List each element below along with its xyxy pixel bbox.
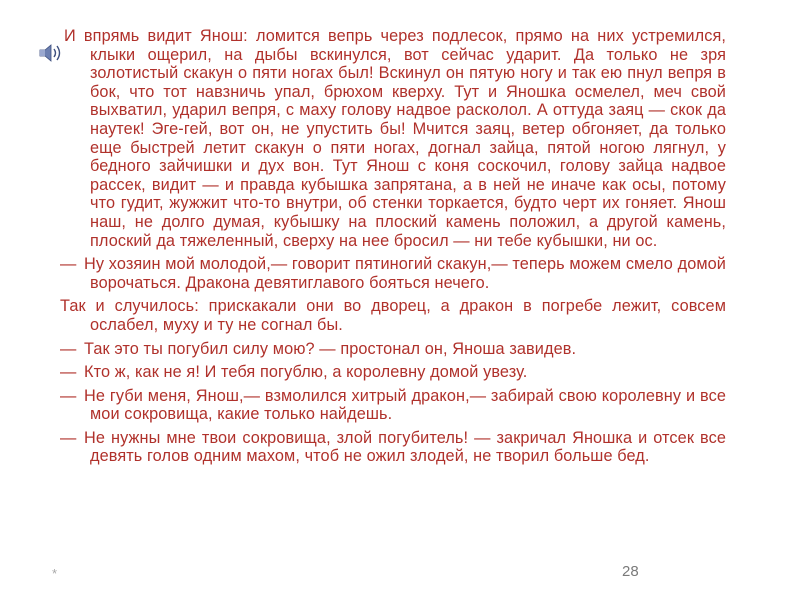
paragraph-text: Так и случилось: прискакали они во дворец, а дракон в погребе лежит, совсем ослабел, муху и ту не согнал бы. [60,297,726,334]
dialogue-dash: — [60,386,77,405]
dialogue-line [60,363,726,382]
dialogue-dash: — [60,428,77,447]
story-text [60,27,726,471]
dialogue-line [60,255,726,292]
dialogue-text: Так это ты погубил силу мою? — простонал он, Яноша завидев. [84,339,577,358]
narrative-paragraph [60,297,726,334]
footer-mark: * [52,566,58,581]
dialogue-text: Не нужны мне твои сокровища, злой погубитель! — закричал Яношка и отсек все девять голов одним махом, чтоб не ожил злодей, не творил больше бед. [84,428,726,466]
narrative-paragraph [60,27,726,250]
dialogue-line [60,387,726,424]
dialogue-dash: — [60,255,77,274]
dialogue-text: Кто ж, как не я! И тебя погублю, а королевну домой увезу. [84,363,528,382]
dialogue-line [60,340,726,359]
dialogue-dash: — [60,363,77,382]
dialogue-dash: — [60,339,77,358]
paragraph-text: И впрямь видит Янош: ломится вепрь через подлесок, прямо на них устремился, клыки ощерил, на дыбы вскинулся, вот сейчас ударит. Да только не зря золотистый скакун о пяти ногах был! Вскинул он пятую ногу и так ею пнул вепря в бок, что тот навзничь упал, брюхом кверху. Тут и Яношка осмелел, меч свой выхватил, ударил вепря, с маху голову надвое расколол. А оттуда заяц — скок да наутек! Эге-гей, вот он, не упустить бы! Мчится заяц, ветер обгоняет, да только еще быстрей летит скакун о пяти ногах, догнал зайца, пятой ногою лягнул, у бедного зайчишки и дух вон. Тут Янош с коня соскочил, голову зайца надвое рассек, видит — и правда кубышка запрятана, а в ней не иначе как осы, потому что гудит, жужжит что-то внутри, об стенки торкается, будто черт их гоняет. Янош наш, не долго думая, кубышку на плоский камень положил, а другой камень, плоский да тяжеленный, сверху на нее бросил — ни тебе кубышки, ни ос. [64,27,726,250]
page-number: 28 [622,563,639,580]
dialogue-line [60,429,726,466]
dialogue-text: Не губи меня, Янош,— взмолился хитрый дракон,— забирай свою королевну и все мои сокровища, какие только найдешь. [84,386,726,424]
dialogue-text: Ну хозяин мой молодой,— говорит пятиногий скакун,— теперь можем смело домой ворочаться. Дракона девятиглавого бояться нечего. [84,255,726,292]
